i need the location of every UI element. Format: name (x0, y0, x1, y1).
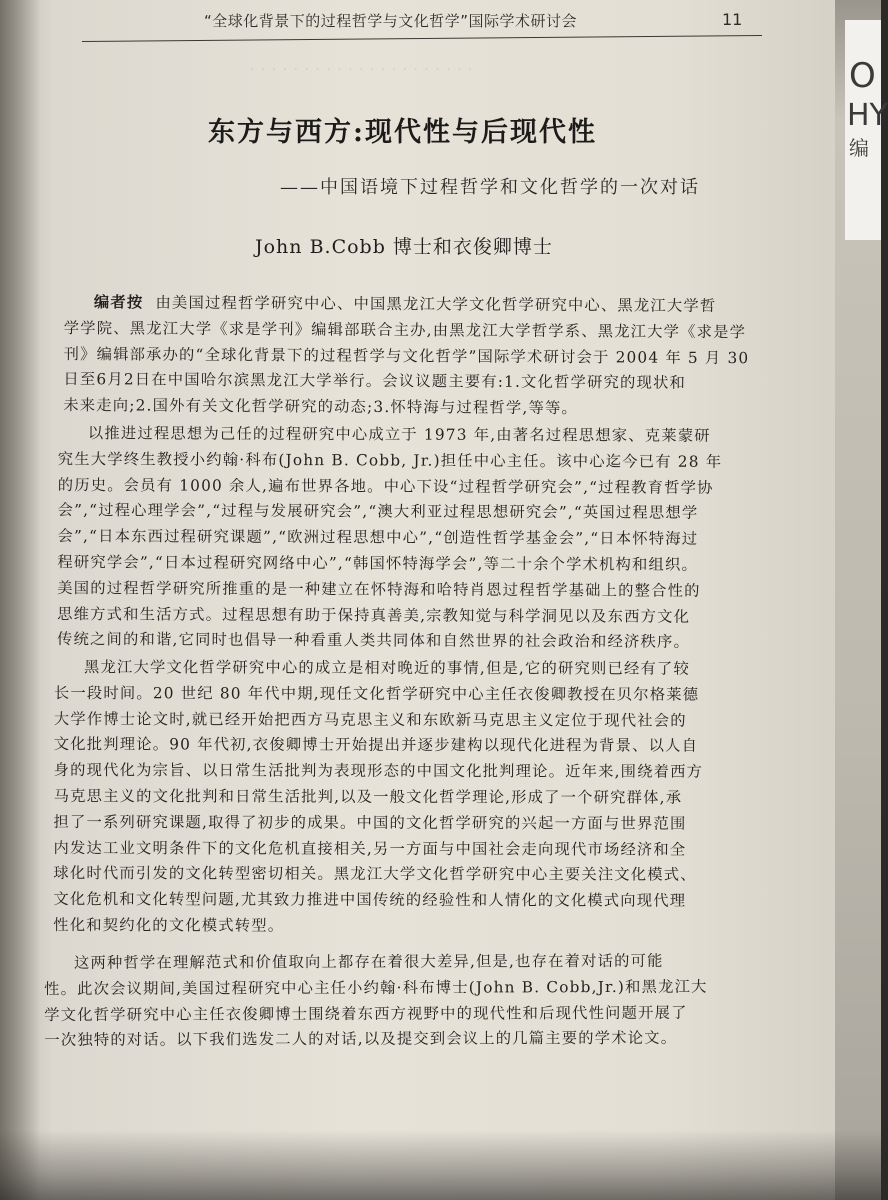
article-body (44, 290, 806, 1054)
paragraph-line: 以推进过程思想为己任的过程研究中心成立于 1973 年,由著名过程思想家、克莱蒙研 (87, 424, 711, 445)
paragraph-line: 担了一系列研究课题,取得了初步的成果。中国的文化哲学研究的兴起一方面与世界范围 (53, 812, 687, 833)
paragraph-line: 性。此次会议期间,美国过程研究中心主任小约翰·科布博士(John B. Cobb,Jr.)和黑龙江大 (44, 977, 708, 998)
paragraph-line: 未来走向;2.国外有关文化哲学研究的动态;3.怀特海与过程哲学,等等。 (63, 396, 579, 418)
paragraph-line: 内发达工业文明条件下的文化危机直接相关,另一方面与中国社会走向现代市场经济和全 (53, 838, 687, 859)
paragraph-line: 传统之间的和谐,它同时也倡导一种看重人类共同体和自然世界的社会政治和经济秩序。 (57, 630, 691, 652)
paragraph-line: 学文化哲学研究中心主任衣俊卿博士围绕着东西方视野中的现代性和后现代性问题开展了 (44, 1003, 688, 1024)
page-number: 11 (722, 10, 743, 29)
adjacent-book-char: 编 (849, 136, 869, 160)
article-title: 东方与西方:现代性与后现代性 (208, 117, 597, 148)
running-header-title: “全球化背景下的过程哲学与文化哲学”国际学术研讨会 (204, 12, 578, 30)
paragraph-line: 的历史。会员有 1000 余人,遍布世界各地。中心下设“过程哲学研究会”,“过程教育哲学协 (57, 475, 714, 497)
page-bottom-shadow (0, 1130, 881, 1200)
paragraph-line: 编者按 由美国过程哲学研究中心、中国黑龙江大学文化哲学研究中心、黑龙江大学哲 (93, 293, 717, 315)
spine-shadow (0, 0, 40, 1200)
running-header (100, 10, 760, 36)
article-subtitle: ——中国语境下过程哲学和文化哲学的一次对话 (280, 177, 700, 198)
paragraph-line: 黑龙江大学文化哲学研究中心的成立是相对晚近的事情,但是,它的研究则已经有了较 (83, 658, 691, 678)
paragraph-line: 一次独特的对话。以下我们选发二人的对话,以及提交到会议上的几篇主要的学术论文。 (44, 1029, 678, 1050)
adjacent-book-letters-hy: HY (847, 98, 888, 133)
paragraph-line: 性化和契约化的文化模式转型。 (53, 916, 285, 935)
culture-center-paragraph (53, 655, 806, 941)
paragraph-line: 这两种哲学在理解范式和价值取向上都存在着很大差异,但是,也存在着对话的可能 (74, 951, 664, 972)
editor-note-label: 编者按 (93, 293, 144, 312)
paragraph-line: 美国的过程哲学研究所推重的是一种建立在怀特海和哈特肖恩过程哲学基础上的整合性的 (57, 578, 701, 600)
process-center-paragraph (57, 421, 806, 656)
paragraph-line: 大学作博士论文时,就已经开始把西方马克思主义和东欧新马克思主义定位于现代社会的 (53, 709, 687, 730)
paragraph-line: 会”,“过程心理学会”,“过程与发展研究会”,“澳大利亚过程思想研究会”,“英国过程思想学 (57, 501, 699, 523)
show-through-text: · · · · · · · · · · · · · · · · · · · · · (250, 62, 474, 78)
paragraph-line: 马克思主义的文化批判和日常生活批判,以及一般文化哲学理论,形成了一个研究群体,承 (53, 787, 683, 807)
editor-note-paragraph (63, 290, 806, 424)
adjacent-book-letter-o: O (849, 56, 876, 96)
paragraph-line: 文化危机和文化转型问题,尤其致力推进中国传统的经验性和人情化的文化模式向现代理 (53, 890, 687, 910)
paragraph-line: 究生大学终生教授小约翰·科布(John B. Cobb, Jr.)担任中心主任。该中心迄今已有 28 年 (57, 449, 723, 471)
paragraph-line: 球化时代而引发的文化转型密切相关。黑龙江大学文化哲学研究中心主要关注文化模式、 (53, 864, 697, 885)
paragraph-line: 日至6月2日在中国哈尔滨黑龙江大学举行。会议议题主要有:1.文化哲学研究的现状和 (63, 370, 687, 393)
paragraph-line: 长一段时间。20 世纪 80 年代中期,现任文化哲学研究中心主任衣俊卿教授在贝尔格莱德 (53, 683, 700, 704)
paragraph-line: 会”,“日本东西过程研究课题”,“欧洲过程思想中心”,“创造性哲学基金会”,“日本怀特海过 (57, 527, 699, 548)
paragraph-line: 刊》编辑部承办的“全球化背景下的过程哲学与文化哲学”国际学术研讨会于 2004 年 5 月 30 (63, 344, 750, 367)
article-authors: John B.Cobb 博士和衣俊卿博士 (255, 236, 553, 258)
dialogue-intro-paragraph (44, 948, 806, 1054)
paragraph-line: 程研究学会”,“日本过程研究网络中心”,“韩国怀特海学会”,等二十余个学术机构和组织。 (57, 552, 699, 574)
paragraph-line: 思维方式和生活方式。过程思想有助于保持真善美,宗教知觉与科学洞见以及东西方文化 (57, 604, 691, 626)
paragraph-line: 学学院、黑龙江大学《求是学刊》编辑部联合主办,由黑龙江大学哲学系、黑龙江大学《求是学 (63, 318, 747, 341)
adjacent-book-cover (845, 20, 888, 240)
paragraph-line: 身的现代化为宗旨、以日常生活批判为表现形态的中国文化批判理论。近年来,围绕着西方 (53, 761, 704, 782)
paragraph-line: 文化批判理论。90 年代初,衣俊卿博士开始提出并逐步建构以现代化进程为背景、以人自 (53, 735, 699, 756)
